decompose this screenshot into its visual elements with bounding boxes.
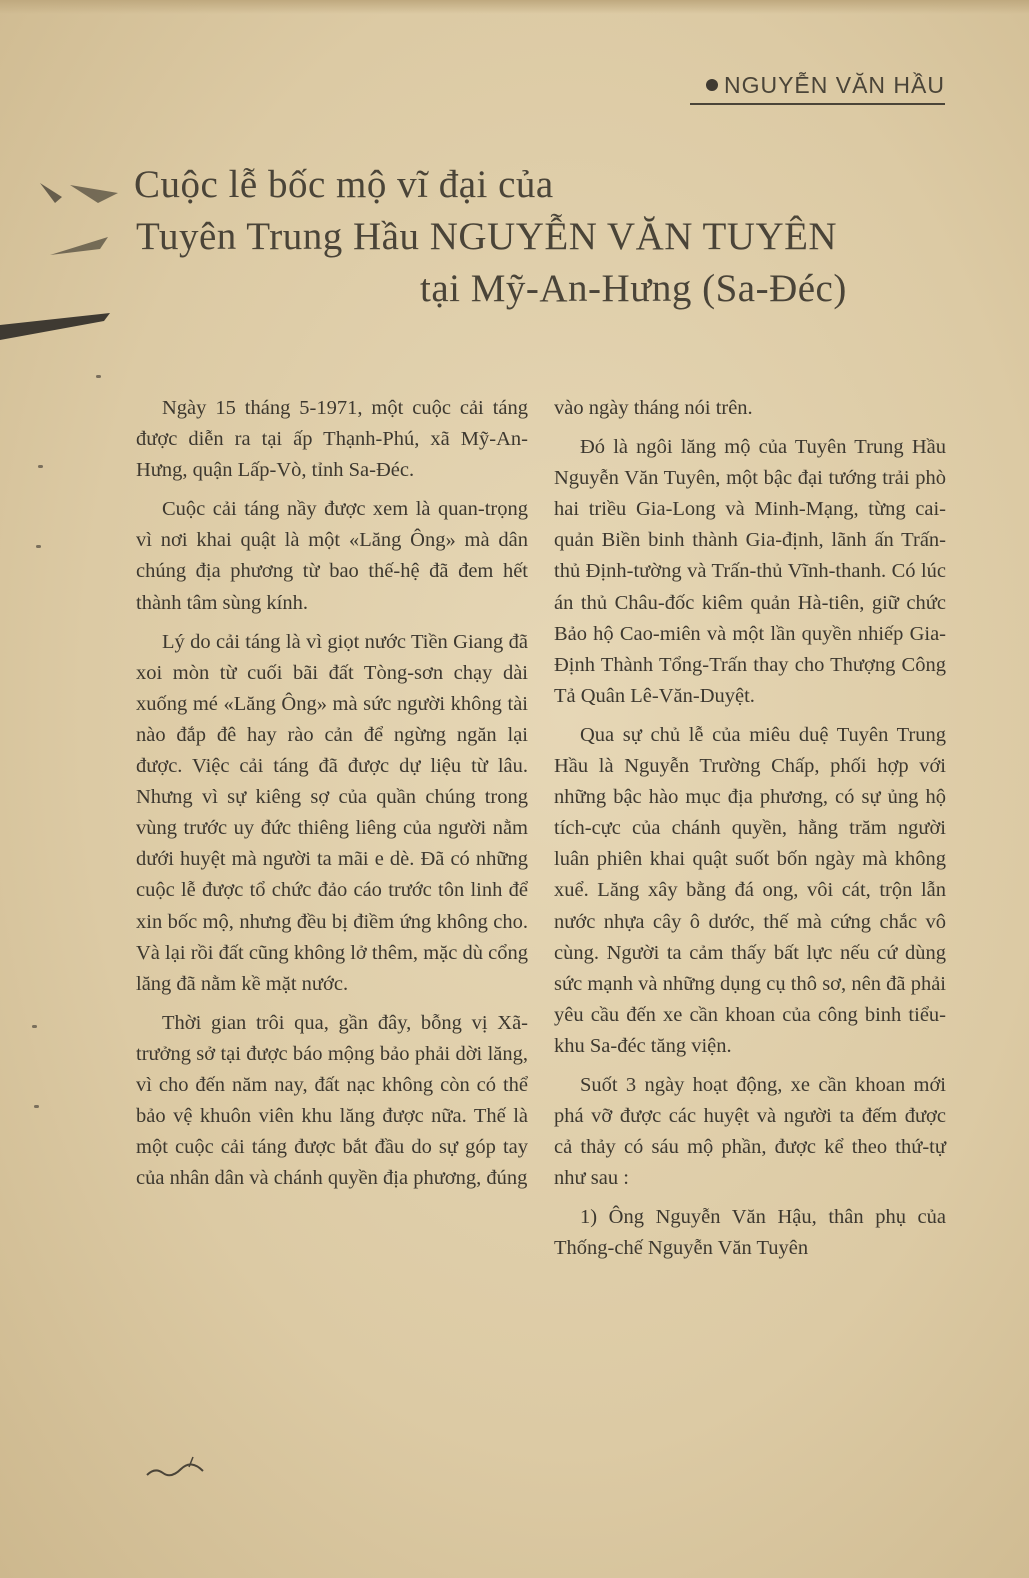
article-body xyxy=(136,393,948,1433)
paper-speck xyxy=(32,1025,37,1028)
paragraph: Cuộc cải táng nầy được xem là quan-trọng vì nơi khai quật là một «Lăng Ông» mà dân chúng địa phương từ bao thế-hệ đã đem hết thành tâm sùng kính. xyxy=(136,498,528,614)
paragraph: Ngày 15 tháng 5-1971, một cuộc cải táng được diễn ra tại ấp Thạnh-Phú, xã Mỹ-An-Hưng, quận Lấp-Vò, tỉnh Sa-Đéc. xyxy=(136,397,528,482)
paragraph-continuation: vào ngày tháng nói trên. xyxy=(554,397,753,419)
article-title xyxy=(0,0,1029,330)
paragraph: 1) Ông Nguyễn Văn Hậu, thân phụ của Thống-chế Nguyễn Văn Tuyên xyxy=(554,1206,946,1260)
title-line-2: Tuyên Trung Hầu NGUYỄN VĂN TUYÊN xyxy=(136,215,838,258)
title-line-1: Cuộc lễ bốc mộ vĩ đại của xyxy=(134,163,554,206)
title-line-3: tại Mỹ-An-Hưng (Sa-Đéc) xyxy=(420,267,847,310)
paper-speck xyxy=(34,1105,39,1108)
paragraph: Lý do cải táng là vì giọt nước Tiền Giang đã xoi mòn từ cuối bãi đất Tòng-sơn chạy dài xuống mé «Lăng Ông» mà sức người không tài nào đắp đê hay rào cản để ngừng ngăn lại được. Việc cải táng đã được dự liệu từ lâu. Nhưng vì sự kiêng sợ của quần chúng trong vùng trước uy đức thiêng liêng của người nằm dưới huyệt mà người ta mãi e dè. Đã có những cuộc lễ được tổ chức đảo cáo trước tôn linh để xin bốc mộ, nhưng đều bị điềm ứng không cho. Và lại rồi đất cũng không lở thêm, mặc dù cổng lăng đã nằm kề mặt nước. xyxy=(136,630,528,995)
author-name: NGUYỄN VĂN HẦU xyxy=(723,72,945,98)
paper-speck xyxy=(38,465,43,468)
right-column xyxy=(554,393,946,1265)
paragraph: Thời gian trôi qua, gần đây, bỗng vị Xã-trưởng sở tại được báo mộng bảo phải dời lăng, vì cho đến năm nay, đất nạc không còn có thể bảo vệ khuôn viên khu lăng được nữa. Thế là một cuộc cải táng được bắt đầu do sự góp tay của nhân dân và chánh quyền địa phương, đúng xyxy=(136,1011,528,1190)
paragraph: Qua sự chủ lễ của miêu duệ Tuyên Trung Hầu là Nguyễn Trường Chấp, phối hợp với những bậc hào mục địa phương, có sự ủng hộ tích-cực của chánh quyền, hằng trăm người luân phiên khai quật suốt bốn ngày mà không xuể. Lăng xây bằng đá ong, vôi cát, trộn lẫn nước nhựa cây ô dước, thế mà cứng chắc vô cùng. Người ta cảm thấy bất lực nếu cứ dùng sức mạnh và những dụng cụ thô sơ, nên đã phải yêu cầu đến xe cần khoan của công binh tiểu-khu Sa-đéc tăng viện. xyxy=(554,723,946,1057)
paragraph: Đó là ngôi lăng mộ của Tuyên Trung Hầu Nguyễn Văn Tuyên, một bậc đại tướng trải phò hai triều Gia-Long và Minh-Mạng, từng cai-quản Biền binh thành Gia-định, lãnh ấn Trấn-thủ Định-tường và Trấn-thủ Vĩnh-thanh. Có lúc án thủ Châu-đốc kiêm quản Hà-tiên, giữ chức Bảo hộ Cao-miên và một lần quyền nhiếp Gia-Định Thành Tổng-Trấn thay cho Thượng Công Tả Quân Lê-Văn-Duyệt. xyxy=(554,436,946,707)
paragraph: Suốt 3 ngày hoạt động, xe cần khoan mới phá vỡ được các huyệt và người ta đếm được cả thảy có sáu mộ phần, được kể theo thứ-tự như sau : xyxy=(554,1073,946,1190)
ink-scribble-mark xyxy=(145,1455,215,1485)
left-column xyxy=(136,393,528,1194)
paper-speck xyxy=(96,375,101,378)
paper-speck xyxy=(36,545,41,548)
